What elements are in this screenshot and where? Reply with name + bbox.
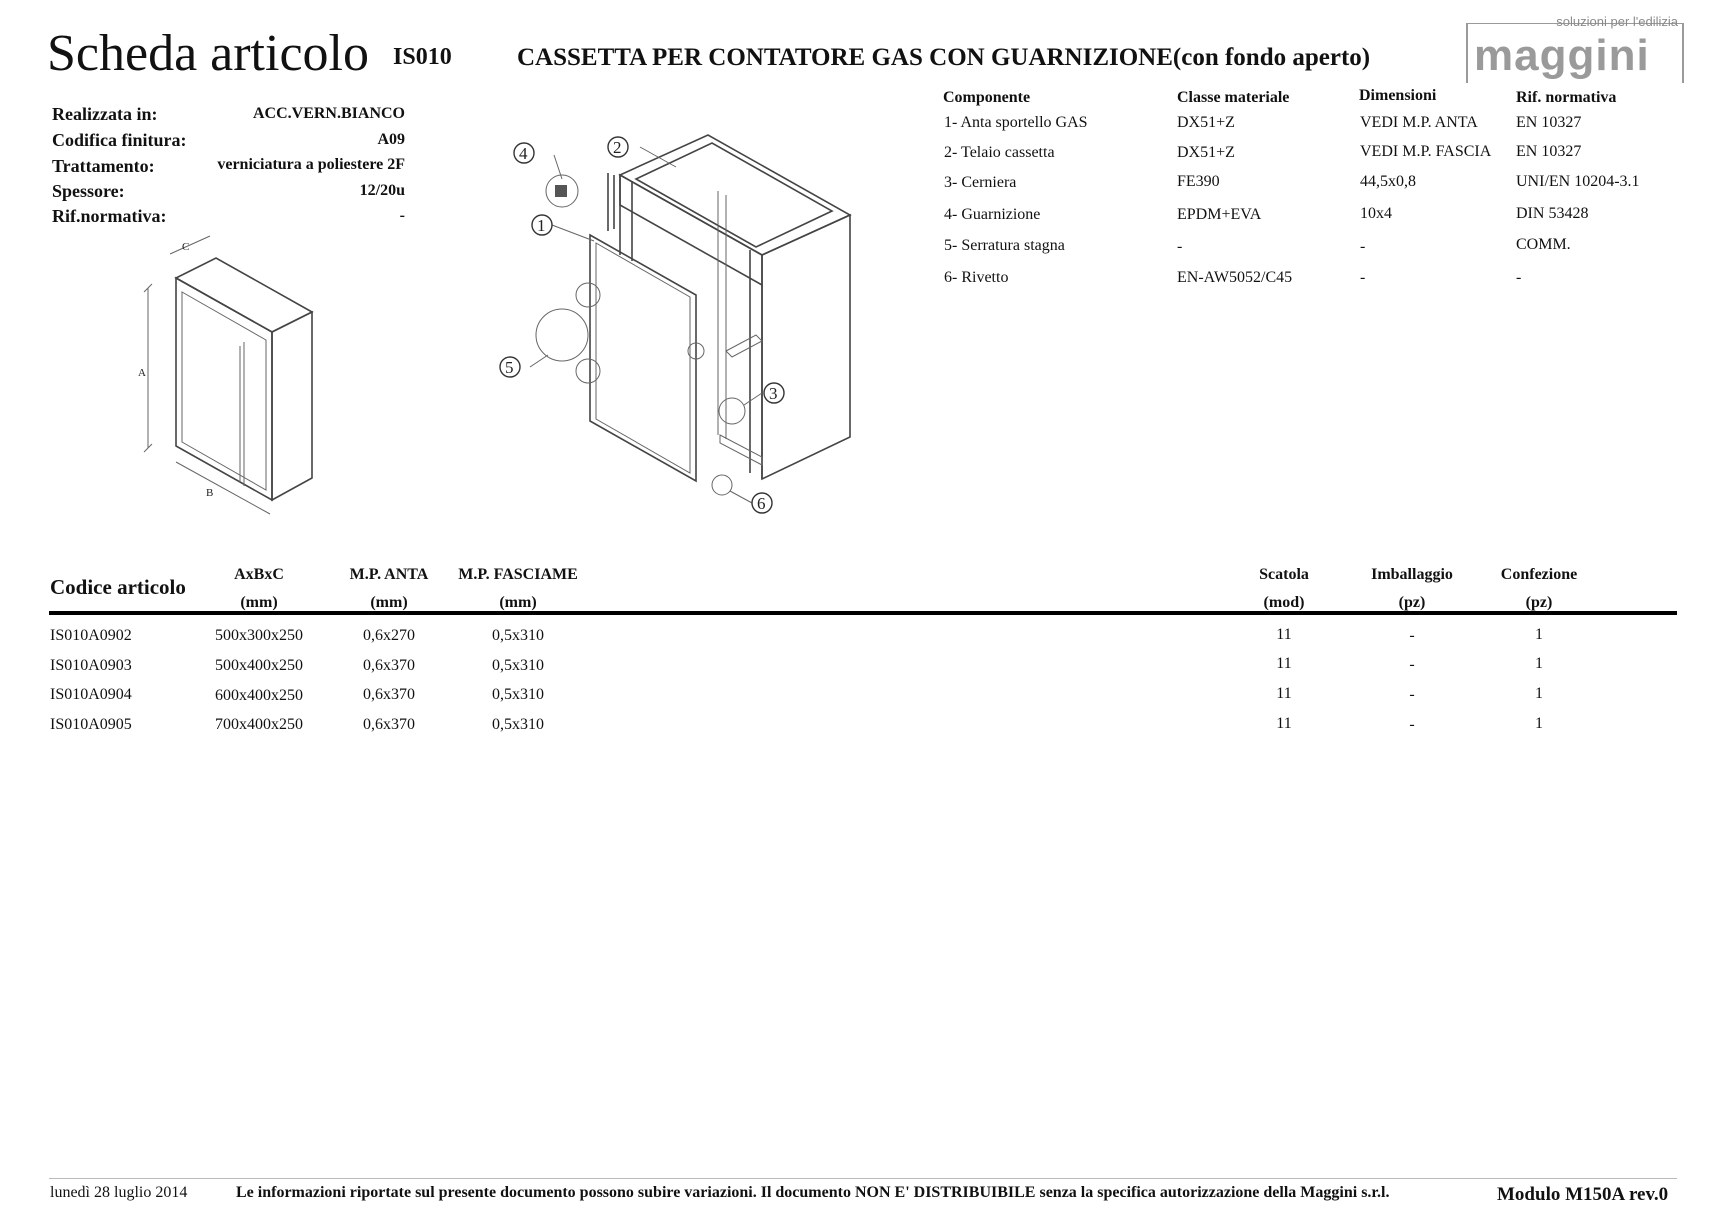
callout-2 [608,137,628,157]
component-material: DX51+Z [1177,144,1235,161]
article-row-mp-anta: 0,6x370 [363,716,415,733]
page-title: Scheda articolo [47,25,369,82]
article-row-imballaggio: - [1409,686,1415,703]
article-row-confezione: 1 [1535,655,1543,672]
table-header-rule [49,611,1677,615]
article-row-imballaggio: - [1409,627,1415,644]
spec-label: Trattamento: [52,156,155,176]
article-row-code: IS010A0902 [50,627,132,644]
component-material: EPDM+EVA [1177,206,1262,223]
article-row-mp-fasciame: 0,5x310 [492,657,544,674]
maggini-logo [1466,14,1684,86]
article-row-imballaggio: - [1409,656,1415,673]
spec-value: A09 [377,131,405,148]
article-row-mp-fasciame: 0,5x310 [492,627,544,644]
article-row-size: 700x400x250 [215,716,303,733]
articles-header-mp-anta-unit: (mm) [370,594,408,611]
component-dimension: 10x4 [1360,205,1392,222]
spec-label: Spessore: [52,181,125,201]
component-standard: DIN 53428 [1516,205,1589,222]
component-material: DX51+Z [1177,114,1235,131]
footer-date: lunedì 28 luglio 2014 [50,1184,188,1201]
component-standard: COMM. [1516,236,1571,253]
svg-text:2: 2 [613,138,622,157]
articles-header-mp-fasciame-unit: (mm) [499,594,537,611]
dim-b-label: B [206,487,214,499]
callout-4 [514,143,534,163]
callout-5 [500,357,520,377]
articles-header-scatola-unit: (mod) [1263,594,1305,611]
component-standard: - [1516,269,1522,286]
article-row-confezione: 1 [1535,626,1543,643]
article-code: IS010 [393,44,452,70]
articles-header-imballaggio-unit: (pz) [1398,594,1426,611]
svg-text:3: 3 [769,384,778,403]
logo-name: maggini [1474,31,1650,80]
logo-tagline: soluzioni per l'edilizia [1556,14,1678,29]
component-standard: UNI/EN 10204-3.1 [1516,173,1640,190]
article-row-code: IS010A0905 [50,716,132,733]
article-row-mp-fasciame: 0,5x310 [492,686,544,703]
article-row-confezione: 1 [1535,685,1543,702]
article-row-size: 500x400x250 [215,657,303,674]
article-row-scatola: 11 [1276,685,1292,702]
articles-header-scatola: Scatola [1259,566,1309,583]
article-row-confezione: 1 [1535,715,1543,732]
article-row-scatola: 11 [1276,715,1292,732]
article-row-scatola: 11 [1276,626,1292,643]
article-description: CASSETTA PER CONTATORE GAS CON GUARNIZIONE(con fondo aperto) [517,44,1371,71]
component-name: 3- Cerniera [944,174,1017,191]
articles-header-confezione-unit: (pz) [1525,594,1553,611]
article-row-code: IS010A0903 [50,657,132,674]
svg-text:5: 5 [505,358,514,377]
articles-header-confezione: Confezione [1500,566,1578,583]
exploded-assembly-drawing [500,135,870,520]
article-row-size: 500x300x250 [215,627,303,644]
dim-c-label: C [182,241,190,253]
footer-rule [49,1178,1677,1179]
svg-text:6: 6 [757,494,766,513]
component-name: 4- Guarnizione [944,206,1041,223]
article-row-mp-anta: 0,6x270 [363,627,415,644]
spec-value: 12/20u [359,182,405,199]
svg-text:1: 1 [537,216,546,235]
component-material: FE390 [1177,173,1220,190]
spec-label: Codifica finitura: [52,130,187,150]
component-dimension: VEDI M.P. FASCIA [1360,143,1492,160]
spec-label: Rif.normativa: [52,206,167,226]
article-row-imballaggio: - [1409,716,1415,733]
component-dimension: - [1360,269,1366,286]
component-name: 2- Telaio cassetta [944,144,1055,161]
article-row-mp-fasciame: 0,5x310 [492,716,544,733]
spec-label: Realizzata in: [52,104,158,124]
footer-disclaimer: Le informazioni riportate sul presente documento possono subire variazioni. Il documento NON E' DISTRIBUIBILE senza la specifica autorizzazione della Maggini s.r.l. [236,1184,1390,1201]
component-name: 5- Serratura stagna [944,237,1065,254]
article-row-scatola: 11 [1276,655,1292,672]
dim-a-label: A [138,367,146,379]
component-name: 6- Rivetto [944,269,1009,286]
articles-header-code: Codice articolo [50,575,186,599]
spec-value: verniciatura a poliestere 2F [217,156,405,173]
article-row-mp-anta: 0,6x370 [363,686,415,703]
component-standard: EN 10327 [1516,143,1582,160]
component-name: 1- Anta sportello GAS [944,114,1088,131]
article-row-mp-anta: 0,6x370 [363,657,415,674]
svg-text:4: 4 [519,144,528,163]
articles-header-size-unit: (mm) [240,594,278,611]
component-material: - [1177,238,1183,255]
callout-3 [764,383,784,403]
articles-header-size: AxBxC [234,566,284,583]
components-header-componente: Componente [943,89,1031,106]
articles-header-mp-anta: M.P. ANTA [349,566,429,583]
component-dimension: 44,5x0,8 [1360,173,1416,190]
footer-module: Modulo M150A rev.0 [1497,1184,1669,1205]
article-row-code: IS010A0904 [50,686,132,703]
spec-value: - [399,207,405,224]
components-header-rif: Rif. normativa [1516,89,1617,106]
component-standard: EN 10327 [1516,114,1582,131]
components-header-classe: Classe materiale [1177,89,1290,106]
spec-value: ACC.VERN.BIANCO [252,105,405,122]
component-material: EN-AW5052/C45 [1177,269,1293,286]
components-header-dimensioni: Dimensioni [1359,87,1437,104]
callout-6 [752,493,772,513]
article-row-size: 600x400x250 [215,687,303,704]
callout-1 [532,215,552,235]
component-dimension: - [1360,238,1366,255]
cabinet-isometric-drawing [138,241,320,520]
articles-header-mp-fasciame: M.P. FASCIAME [458,566,578,583]
component-dimension: VEDI M.P. ANTA [1360,114,1478,131]
articles-header-imballaggio: Imballaggio [1371,566,1453,583]
